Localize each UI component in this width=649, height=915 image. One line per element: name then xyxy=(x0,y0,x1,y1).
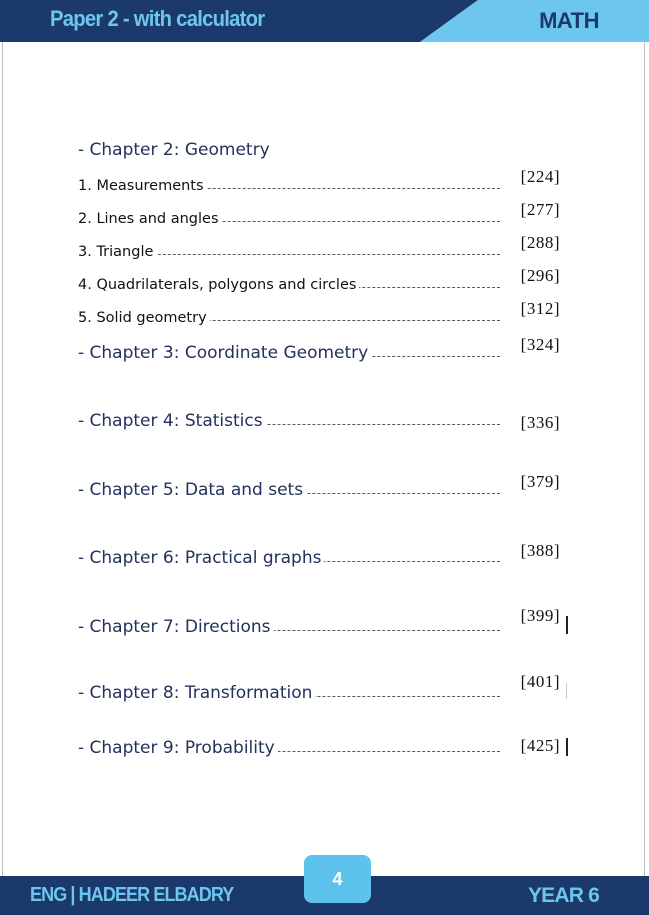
toc-page-number: [425] xyxy=(520,736,560,755)
toc-section-entry[interactable] xyxy=(78,233,560,261)
text-cursor-mark xyxy=(566,683,567,699)
toc-page-number: [336] xyxy=(520,413,560,432)
toc-page-number: [224] xyxy=(520,167,560,186)
toc-section-entry[interactable] xyxy=(78,266,560,294)
toc-section-label: 5. Solid geometry xyxy=(78,310,210,326)
toc-chapter-label: - Chapter 3: Coordinate Geometry xyxy=(78,343,371,363)
toc-page-number: [288] xyxy=(520,233,560,252)
toc-page-number: [312] xyxy=(520,299,560,318)
toc-chapter-label: - Chapter 6: Practical graphs xyxy=(78,548,324,568)
toc-heading-chapter-2 xyxy=(78,136,560,160)
text-cursor-mark xyxy=(566,738,568,756)
toc-page-number: [277] xyxy=(520,200,560,219)
toc-page-number: [399] xyxy=(520,606,560,625)
toc-chapter-entry[interactable] xyxy=(78,672,560,703)
toc-section-label: 3. Triangle xyxy=(78,244,156,260)
text-cursor-mark xyxy=(566,616,568,634)
page-number-badge xyxy=(304,855,371,903)
toc-chapter-entry[interactable] xyxy=(78,606,560,637)
toc-chapter-label: - Chapter 5: Data and sets xyxy=(78,480,306,500)
toc-chapter-entry[interactable] xyxy=(78,541,560,568)
toc-chapter-label: - Chapter 4: Statistics xyxy=(78,411,266,431)
toc-section-entry[interactable] xyxy=(78,299,560,327)
toc-page-number: [324] xyxy=(520,335,560,354)
toc-page-number: [296] xyxy=(520,266,560,285)
page-number: 4 xyxy=(332,869,343,889)
toc-chapter-label: - Chapter 9: Probability xyxy=(78,738,278,758)
footer-author: ENG | HADEER ELBADRY xyxy=(30,884,234,906)
header-title: Paper 2 - with calculator xyxy=(50,6,265,31)
toc-heading-label: - Chapter 2: Geometry xyxy=(78,140,273,160)
toc-chapter-entry[interactable] xyxy=(78,472,560,500)
header-subject: MATH xyxy=(539,8,599,33)
toc-section-label: 1. Measurements xyxy=(78,178,207,194)
toc-page-number: [379] xyxy=(520,472,560,491)
toc-chapter-entry[interactable] xyxy=(78,407,560,431)
toc-section-label: 4. Quadrilaterals, polygons and circles xyxy=(78,277,359,293)
footer-grade: YEAR 6 xyxy=(527,884,599,907)
toc-page-number: [388] xyxy=(520,541,560,560)
toc-page-number: [401] xyxy=(520,672,560,691)
toc-chapter-entry[interactable] xyxy=(78,734,560,758)
toc-section-label: 2. Lines and angles xyxy=(78,211,222,227)
toc-section-entry[interactable] xyxy=(78,167,560,195)
toc-chapter-entry[interactable] xyxy=(78,335,560,363)
toc-chapter-label: - Chapter 8: Transformation xyxy=(78,683,315,703)
toc-section-entry[interactable] xyxy=(78,200,560,228)
toc-chapter-label: - Chapter 7: Directions xyxy=(78,617,274,637)
